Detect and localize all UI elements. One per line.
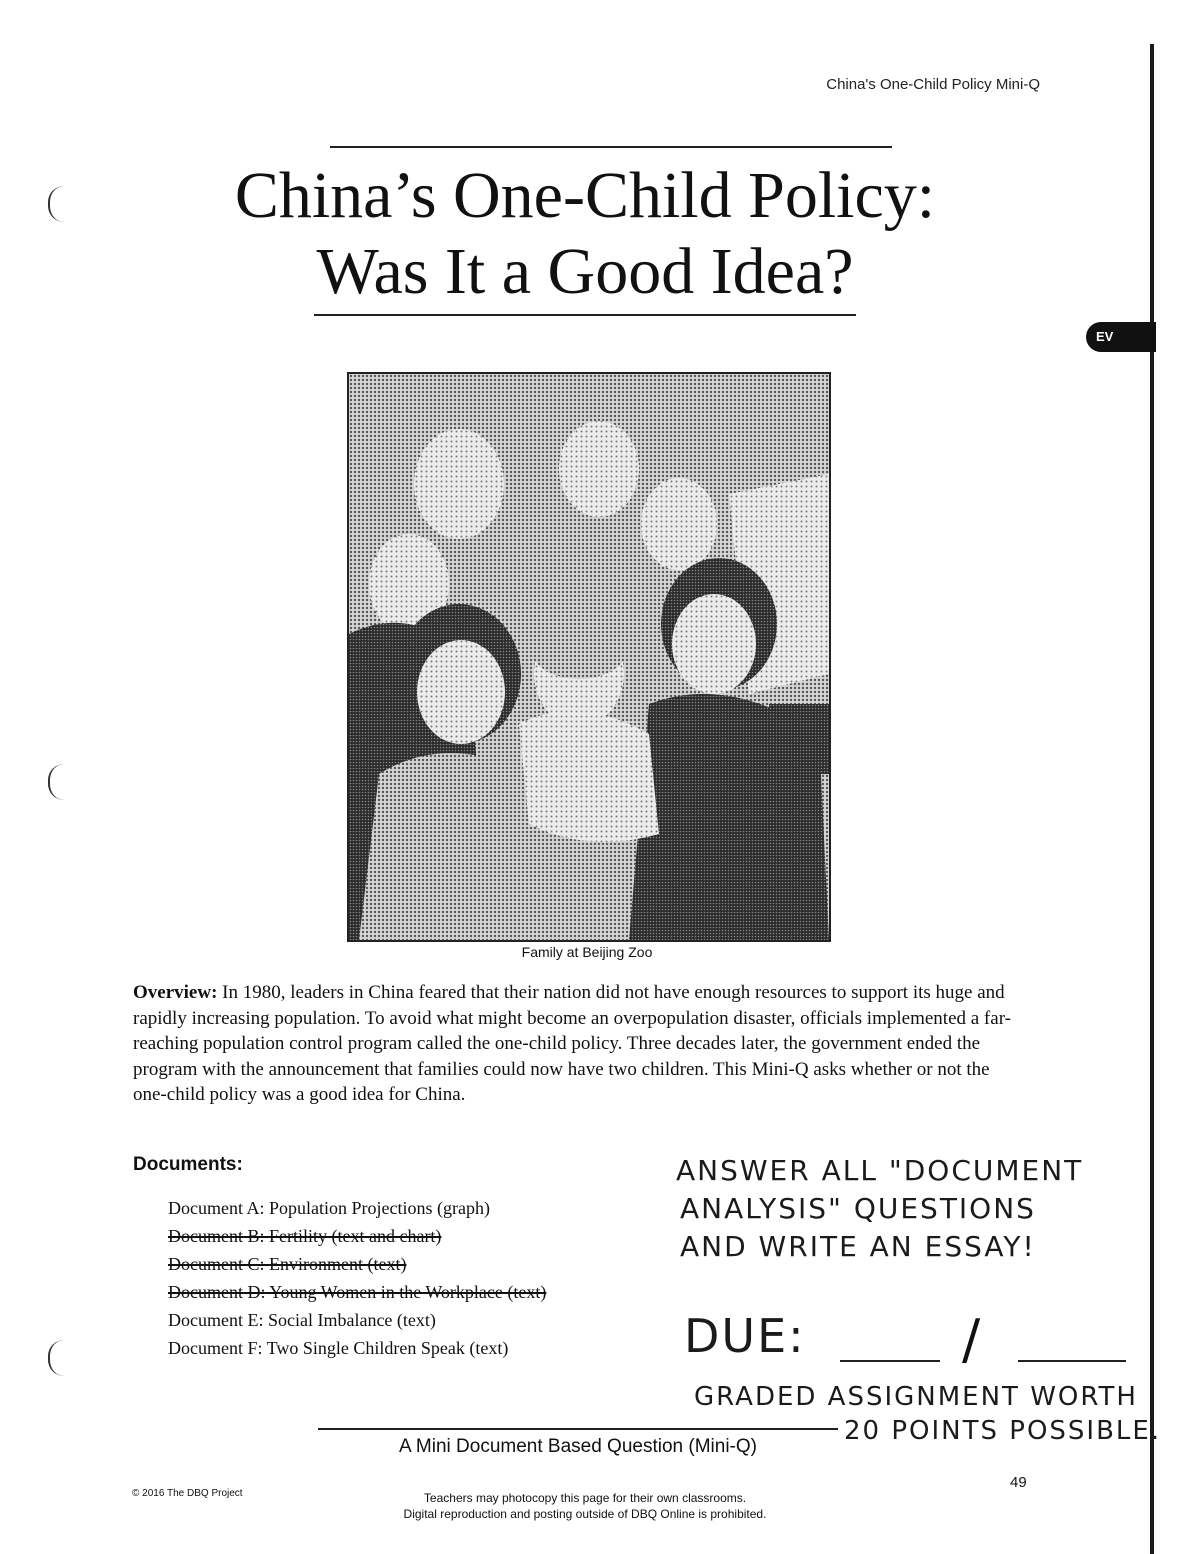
binder-hole-mark bbox=[48, 764, 64, 800]
series-title: A Mini Document Based Question (Mini-Q) bbox=[399, 1436, 757, 1457]
handwritten-line: AND WRITE AN ESSAY! bbox=[680, 1230, 1036, 1263]
binder-hole-mark bbox=[48, 186, 64, 222]
footer-note-line: Digital reproduction and posting outside of DBQ Online is prohibited. bbox=[403, 1507, 767, 1521]
footer-rule bbox=[318, 1428, 838, 1430]
documents-heading: Documents: bbox=[133, 1154, 243, 1175]
handwritten-instructions bbox=[676, 1152, 1083, 1266]
family-photo-image bbox=[349, 374, 829, 940]
photo-caption: Family at Beijing Zoo bbox=[521, 944, 653, 960]
documents-list bbox=[168, 1194, 688, 1362]
document-item: Document E: Social Imbalance (text) bbox=[168, 1310, 436, 1330]
binder-hole-mark bbox=[48, 1340, 64, 1376]
family-photo bbox=[347, 372, 831, 942]
document-item-struck: Document C: Environment (text) bbox=[168, 1254, 407, 1274]
title-top-rule bbox=[330, 146, 892, 148]
handwritten-line: ANALYSIS" QUESTIONS bbox=[680, 1192, 1036, 1225]
overview-paragraph bbox=[133, 980, 1028, 1108]
page-number: 49 bbox=[1010, 1474, 1027, 1491]
handwritten-line: 20 POINTS POSSIBLE. bbox=[844, 1416, 1162, 1446]
running-header: China's One-Child Policy Mini-Q bbox=[826, 76, 1040, 93]
due-blank-line bbox=[1018, 1360, 1126, 1362]
title-line-2: Was It a Good Idea? bbox=[314, 234, 855, 316]
document-item-struck: Document B: Fertility (text and chart) bbox=[168, 1226, 442, 1246]
document-item: Document A: Population Projections (graph) bbox=[168, 1198, 490, 1218]
due-blank-line bbox=[840, 1360, 940, 1362]
overview-text: In 1980, leaders in China feared that their nation did not have enough resources to support its huge and rapidly increasing population. To avoid what might become an overpopulation disaster, officials implemented a far-reaching population control program called the one-child policy. Three decades later, the government ended the program with the announcement that families could now have two children. This Mini-Q asks whether or not the one-child policy was a good idea for China. bbox=[133, 982, 1011, 1105]
due-date-separator: / bbox=[962, 1308, 981, 1371]
document-item-struck: Document D: Young Women in the Workplace (text) bbox=[168, 1282, 547, 1302]
page-title bbox=[150, 158, 1020, 316]
copyright-notice: © 2016 The DBQ Project bbox=[132, 1488, 243, 1499]
handwritten-line: GRADED ASSIGNMENT WORTH bbox=[694, 1382, 1138, 1412]
document-item: Document F: Two Single Children Speak (text) bbox=[168, 1338, 509, 1358]
side-tab-label: EV bbox=[1096, 329, 1114, 344]
page-edge-bar bbox=[1150, 44, 1154, 1554]
title-line-1: China’s One-Child Policy: bbox=[234, 159, 936, 232]
handwritten-due-label: DUE: bbox=[684, 1309, 806, 1363]
handwritten-line: ANSWER ALL "DOCUMENT bbox=[676, 1154, 1084, 1187]
overview-label: Overview: bbox=[133, 982, 218, 1003]
footer-note-line: Teachers may photocopy this page for their own classrooms. bbox=[423, 1491, 747, 1505]
side-tab bbox=[1086, 322, 1156, 352]
footer-note bbox=[330, 1490, 840, 1522]
